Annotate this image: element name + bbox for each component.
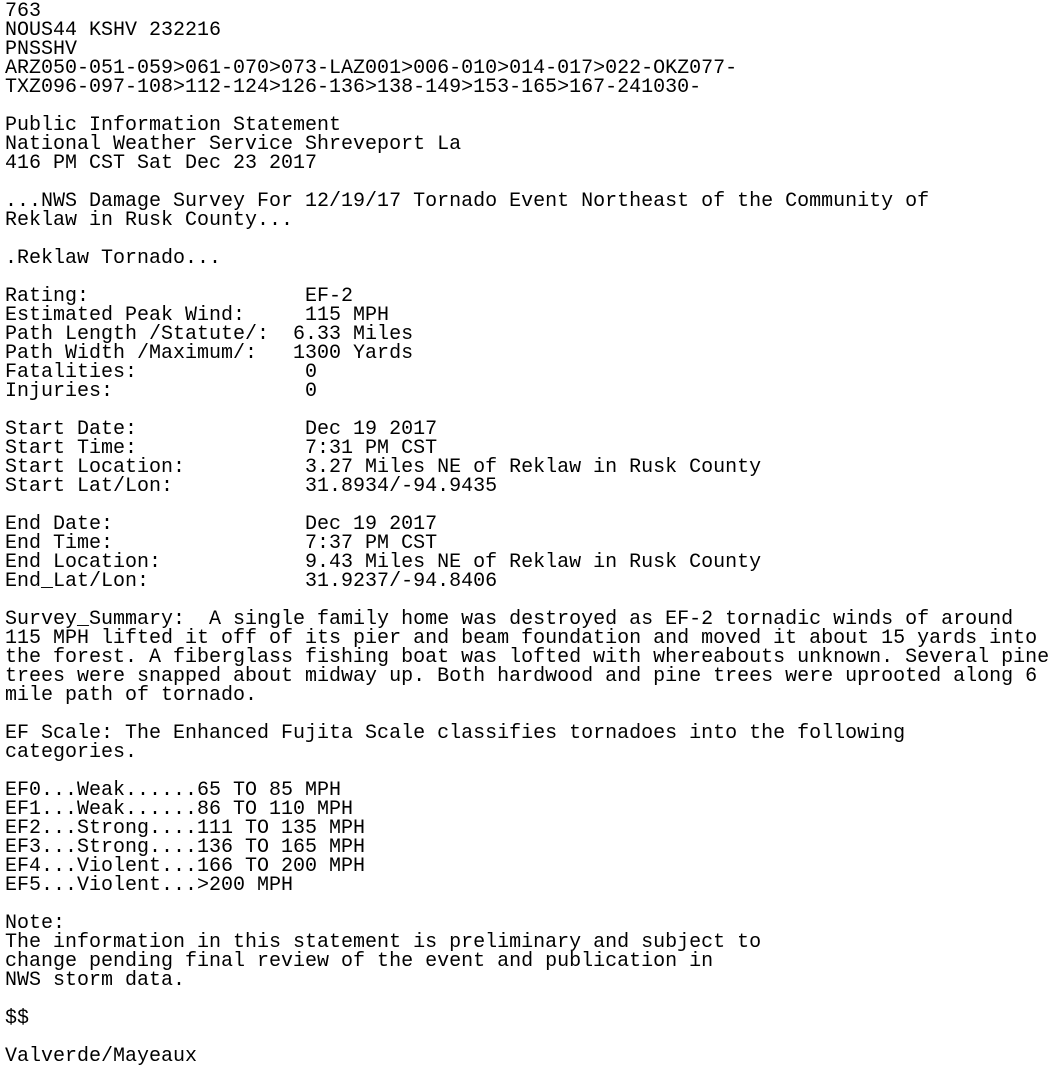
note-line-2: change pending final review of the event and publication in: [5, 950, 714, 973]
sequence-number: 763: [5, 0, 42, 23]
ef-intro-line-1: EF Scale: The Enhanced Fujita Scale classifies tornadoes into the following: [5, 722, 906, 745]
peak-wind-row: Estimated Peak Wind: 115 MPH: [5, 304, 390, 327]
product-title: Public Information Statement: [5, 114, 342, 137]
issue-time: 416 PM CST Sat Dec 23 2017: [5, 152, 318, 175]
fatalities-row: Fatalities: 0: [5, 361, 318, 384]
note-line-1: The information in this statement is preliminary and subject to: [5, 931, 762, 954]
ugc-line-1: ARZ050-051-059>061-070>073-LAZ001>006-010>014-017>022-OKZ077-: [5, 57, 738, 80]
blank-line: [5, 990, 1053, 1009]
ef-intro-line-2: categories.: [5, 741, 138, 764]
ef-scale-row: EF0...Weak......65 TO 85 MPH: [5, 779, 342, 802]
event-name: .Reklaw Tornado...: [5, 247, 222, 270]
injuries-row: Injuries: 0: [5, 380, 318, 403]
product-terminator: $$: [5, 1007, 30, 1030]
survey-summary-line-4: trees were snapped about midway up. Both hardwood and pine trees were uprooted along 6: [5, 665, 1038, 688]
survey-summary-line-2: 115 MPH lifted it off of its pier and beam foundation and moved it about 15 yards into: [5, 627, 1038, 650]
ef-scale-row: EF3...Strong....136 TO 165 MPH: [5, 836, 366, 859]
note-label: Note:: [5, 912, 66, 935]
path-length-row: Path Length /Statute/: 6.33 Miles: [5, 323, 414, 346]
path-width-row: Path Width /Maximum/: 1300 Yards: [5, 342, 414, 365]
start-date-row: Start Date: Dec 19 2017: [5, 418, 438, 441]
note-line-3: NWS storm data.: [5, 969, 186, 992]
ef-scale-row: EF1...Weak......86 TO 110 MPH: [5, 798, 354, 821]
forecaster-signature: Valverde/Mayeaux: [5, 1045, 198, 1068]
ef-scale-row: EF5...Violent...>200 MPH: [5, 874, 294, 897]
wmo-header: NOUS44 KSHV 232216: [5, 19, 222, 42]
start-latlon-row: Start Lat/Lon: 31.8934/-94.9435: [5, 475, 498, 498]
end-time-row: End Time: 7:37 PM CST: [5, 532, 438, 555]
issuing-office: National Weather Service Shreveport La: [5, 133, 462, 156]
headline-line-2: Reklaw in Rusk County...: [5, 209, 294, 232]
awips-id: PNSSHV: [5, 38, 78, 61]
end-date-row: End Date: Dec 19 2017: [5, 513, 438, 536]
start-location-row: Start Location: 3.27 Miles NE of Reklaw in Rusk County: [5, 456, 762, 479]
rating-row: Rating: EF-2: [5, 285, 354, 308]
headline-line-1: ...NWS Damage Survey For 12/19/17 Tornado Event Northeast of the Community of: [5, 190, 930, 213]
end-latlon-row: End_Lat/Lon: 31.9237/-94.8406: [5, 570, 498, 593]
ef-scale-row: EF4...Violent...166 TO 200 MPH: [5, 855, 366, 878]
ugc-line-2: TXZ096-097-108>112-124>126-136>138-149>153-165>167-241030-: [5, 76, 702, 99]
ef-scale-row: EF2...Strong....111 TO 135 MPH: [5, 817, 366, 840]
survey-summary-line-3: the forest. A fiberglass fishing boat was lofted with whereabouts unknown. Several pine: [5, 646, 1050, 669]
blank-line: [5, 895, 1053, 914]
end-location-row: End Location: 9.43 Miles NE of Reklaw in Rusk County: [5, 551, 762, 574]
start-time-row: Start Time: 7:31 PM CST: [5, 437, 438, 460]
survey-summary-line-1: Survey_Summary: A single family home was destroyed as EF-2 tornadic winds of around: [5, 608, 1014, 631]
survey-summary-line-5: mile path of tornado.: [5, 684, 258, 707]
